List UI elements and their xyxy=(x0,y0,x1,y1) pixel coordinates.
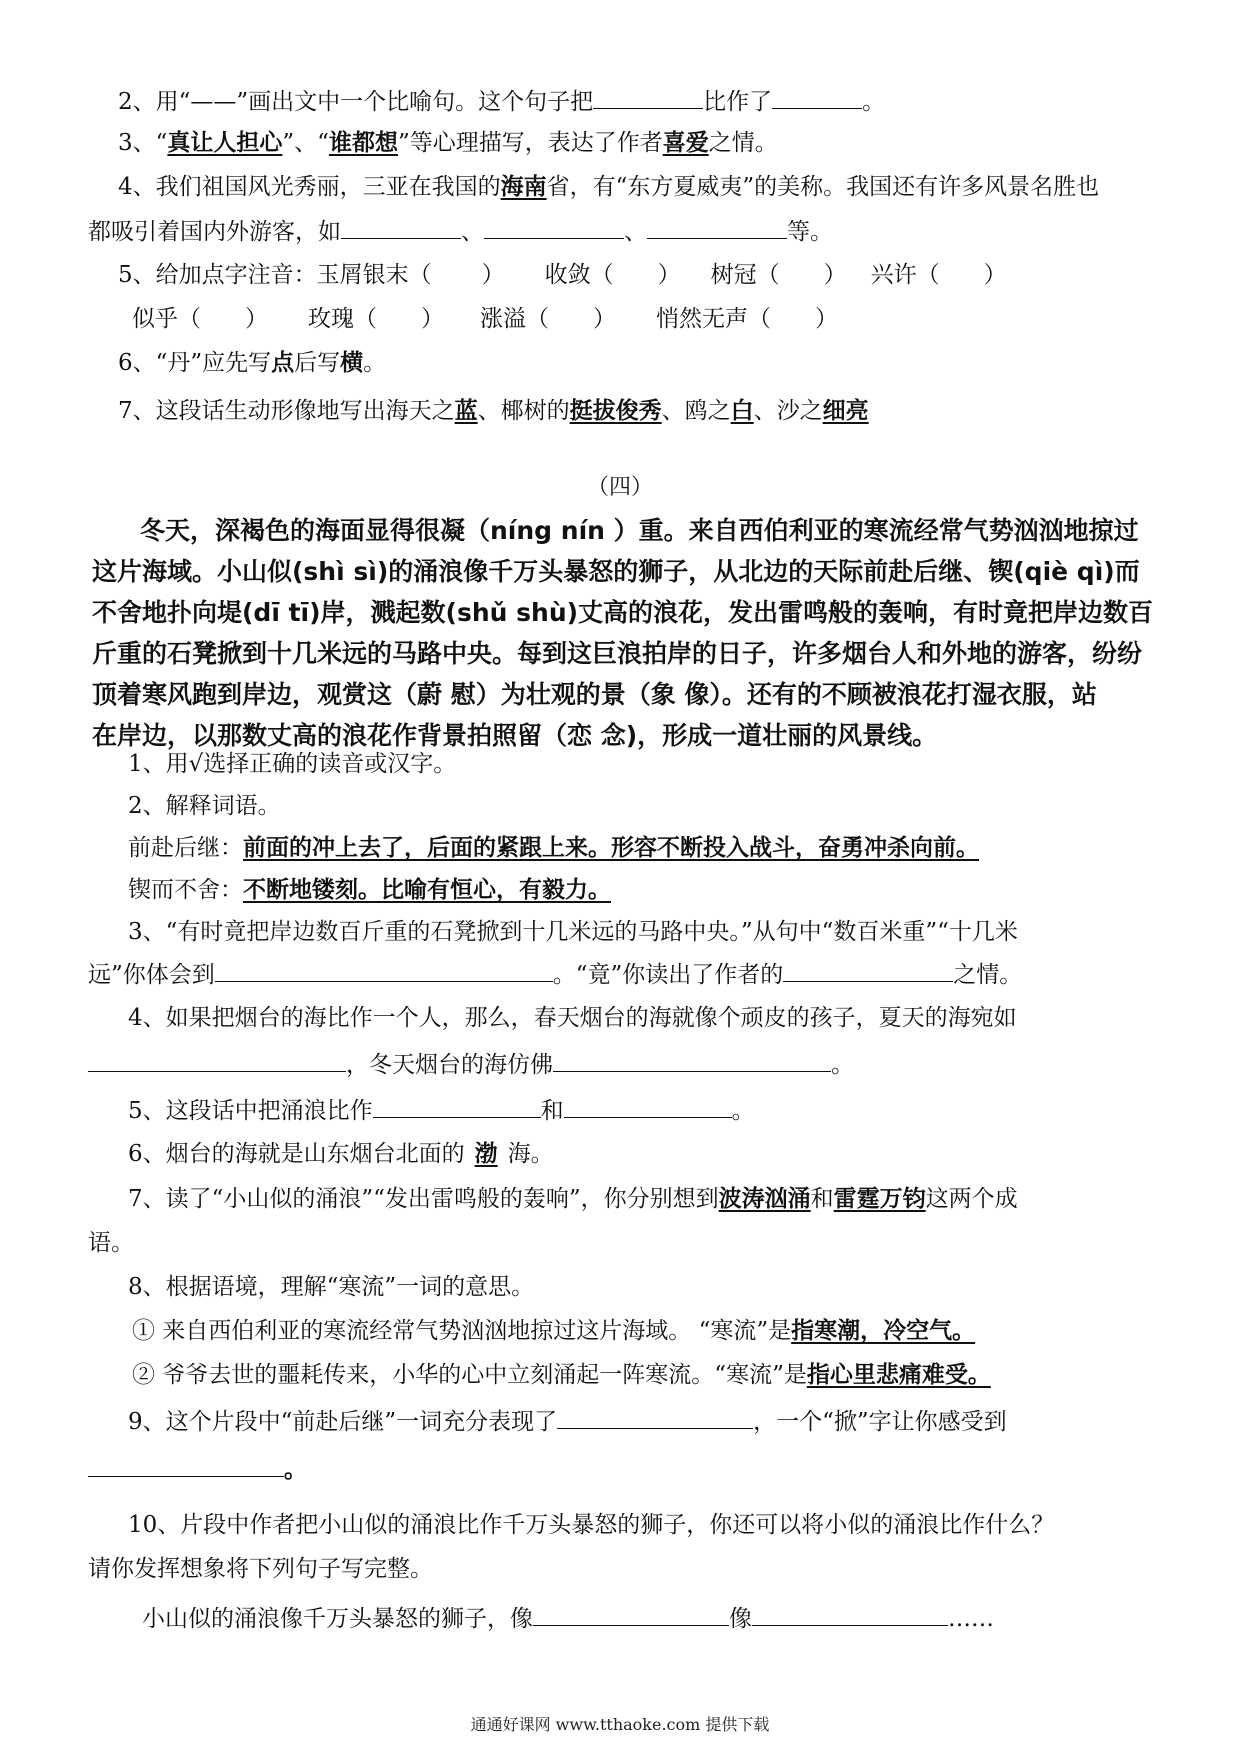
question-8-2: ② 爷爷去世的噩耗传来，小华的心中立刻涌起一阵寒流。“寒流”是指心里悲痛难受。 xyxy=(132,1362,991,1388)
question-6: 6、烟台的海就是山东烟台北面的 渤 海。 xyxy=(128,1140,554,1167)
question-2-top: 2、用“——”画出文中一个比喻句。这个句子把 比作了 。 xyxy=(118,84,885,119)
answer-text: 渤 xyxy=(474,1140,498,1167)
question-3-line2: 远”你体会到 。“竟”你读出了作者的 之情。 xyxy=(88,957,1022,992)
footer-source: 通通好课网 www.tthaoke.com 提供下载 xyxy=(470,1715,770,1734)
answer-blank[interactable] xyxy=(783,957,953,982)
answer-blank[interactable] xyxy=(772,84,862,109)
answer-blank[interactable] xyxy=(373,1093,541,1118)
question-4-line2: ，冬天烟台的海仿佛 。 xyxy=(88,1047,854,1082)
question-2b: 锲而不舍：不断地镂刻。比喻有恒心，有毅力。 xyxy=(128,877,611,903)
answer-text: 海南 xyxy=(500,173,547,200)
passage-line: 顶着寒风跑到岸边，观赏这（蔚 慰）为壮观的景（象 像）。还有的不顾被浪花打湿衣服，站 xyxy=(92,680,1097,709)
question-9-line2: 。 xyxy=(88,1452,307,1487)
answer-text: 点 xyxy=(271,349,295,376)
answer-text: 蓝 xyxy=(454,397,478,424)
question-5: 5、这段话中把涌浪比作 和 。 xyxy=(128,1093,755,1128)
answer-blank[interactable] xyxy=(752,1601,948,1626)
question-4-top-line1: 4、我们祖国风光秀丽，三亚在我国的海南省，有“东方夏威夷”的美称。我国还有许多风景名胜也 xyxy=(118,173,1100,200)
question-10-line2: 请你发挥想象将下列句子写完整。 xyxy=(88,1556,433,1582)
answer-blank[interactable] xyxy=(88,1452,284,1477)
question-9-line1: 9、这个片段中“前赴后继”一词充分表现了 ，一个“掀”字让你感受到 xyxy=(128,1404,1007,1439)
answer-text: 雷霆万钧 xyxy=(833,1186,926,1212)
answer-blank[interactable] xyxy=(88,1047,346,1072)
reading-passage xyxy=(92,510,1154,756)
question-8-1: ① 来自西伯利亚的寒流经常气势汹汹地掠过这片海域。 “寒流”是指寒潮，冷空气。 xyxy=(132,1318,976,1344)
answer-blank[interactable] xyxy=(341,214,461,239)
question-5-top-line2: 似乎（ ） 玫瑰（ ） 涨溢（ ） 悄然无声（ ） xyxy=(132,306,838,332)
question-4-top-line2: 都吸引着国内外游客，如 、 、 等。 xyxy=(88,214,833,249)
answer-text: 指寒潮，冷空气。 xyxy=(791,1318,976,1344)
answer-text: 不断地镂刻。比喻有恒心，有毅力。 xyxy=(243,877,611,903)
answer-blank[interactable] xyxy=(593,84,703,109)
answer-text: 细亮 xyxy=(822,397,869,424)
answer-text: 波涛汹涌 xyxy=(718,1186,811,1212)
answer-text: 前面的冲上去了，后面的紧跟上来。形容不断投入战斗，奋勇冲杀向前。 xyxy=(243,835,979,861)
question-10-line1: 10、片段中作者把小山似的涌浪比作千万头暴怒的狮子，你还可以将小似的涌浪比作什么？ xyxy=(128,1512,1055,1538)
answer-blank[interactable] xyxy=(557,1404,753,1429)
answer-blank[interactable] xyxy=(553,1047,831,1072)
answer-text: 白 xyxy=(730,397,754,424)
section-title: （四） xyxy=(586,475,653,500)
passage-line: 不舍地扑向堤(dī tī)岸，溅起数(shǔ shù)丈高的浪花，发出雷鸣般的轰响，有时竟把岸边数百 xyxy=(92,598,1154,627)
answer-text: 挺拔俊秀 xyxy=(569,397,662,424)
question-6-top: 6、“丹”应先写点后写横。 xyxy=(118,349,387,376)
passage-line: 这片海域。小山似(shì sì)的涌浪像千万头暴怒的狮子，从北边的天际前赴后继、锲(qiè qì)而 xyxy=(92,557,1140,586)
question-3-top: 3、“真让人担心”、“谁都想”等心理描写，表达了作者喜爱之情。 xyxy=(118,129,778,156)
question-5-top-line1: 5、给加点字注音：玉屑银末（ ） 收敛（ ） 树冠（ ） 兴许（ ） xyxy=(118,262,1007,288)
answer-text: 指心里悲痛难受。 xyxy=(806,1362,991,1388)
question-7-line2: 语。 xyxy=(88,1230,134,1256)
question-4-line1: 4、如果把烟台的海比作一个人，那么，春天烟台的海就像个顽皮的孩子，夏天的海宛如 xyxy=(128,1005,1017,1031)
answer-blank[interactable] xyxy=(484,214,624,239)
passage-line: 冬天，深褐色的海面显得很凝（níng nín ）重。来自西伯利亚的寒流经常气势汹汹地掠过 xyxy=(140,516,1139,545)
answer-text: 真让人担心 xyxy=(167,129,283,156)
answer-text: 谁都想 xyxy=(328,129,398,156)
passage-line: 在岸边，以那数丈高的浪花作背景拍照留（恋 念)，形成一道壮丽的风景线。 xyxy=(92,721,938,750)
question-7-line1: 7、读了“小山似的涌浪”“发出雷鸣般的轰响”，你分别想到波涛汹涌和雷霆万钧这两个成 xyxy=(128,1186,1018,1212)
passage-line: 斤重的石凳掀到十几米远的马路中央。每到这巨浪拍岸的日子，许多烟台人和外地的游客，纷纷 xyxy=(92,639,1143,668)
question-1: 1、用√选择正确的读音或汉字。 xyxy=(128,751,457,777)
answer-blank[interactable] xyxy=(215,957,553,982)
question-2a: 前赴后继：前面的冲上去了，后面的紧跟上来。形容不断投入战斗，奋勇冲杀向前。 xyxy=(128,835,979,861)
answer-blank[interactable] xyxy=(647,214,787,239)
question-7-top: 7、这段话生动形像地写出海天之蓝、椰树的挺拔俊秀、鸥之白、沙之细亮 xyxy=(118,397,869,424)
question-10-line3: 小山似的涌浪像千万头暴怒的狮子，像 像 …… xyxy=(142,1601,994,1636)
question-2: 2、解释词语。 xyxy=(128,793,281,819)
answer-text: 横 xyxy=(340,349,364,376)
question-3-line1: 3、“有时竟把岸边数百斤重的石凳掀到十几米远的马路中央。”从句中“数百米重”“十几米 xyxy=(128,919,1018,945)
question-8: 8、根据语境，理解“寒流”一词的意思。 xyxy=(128,1274,535,1300)
answer-text: 喜爱 xyxy=(662,129,709,156)
answer-blank[interactable] xyxy=(564,1093,732,1118)
answer-blank[interactable] xyxy=(533,1601,729,1626)
